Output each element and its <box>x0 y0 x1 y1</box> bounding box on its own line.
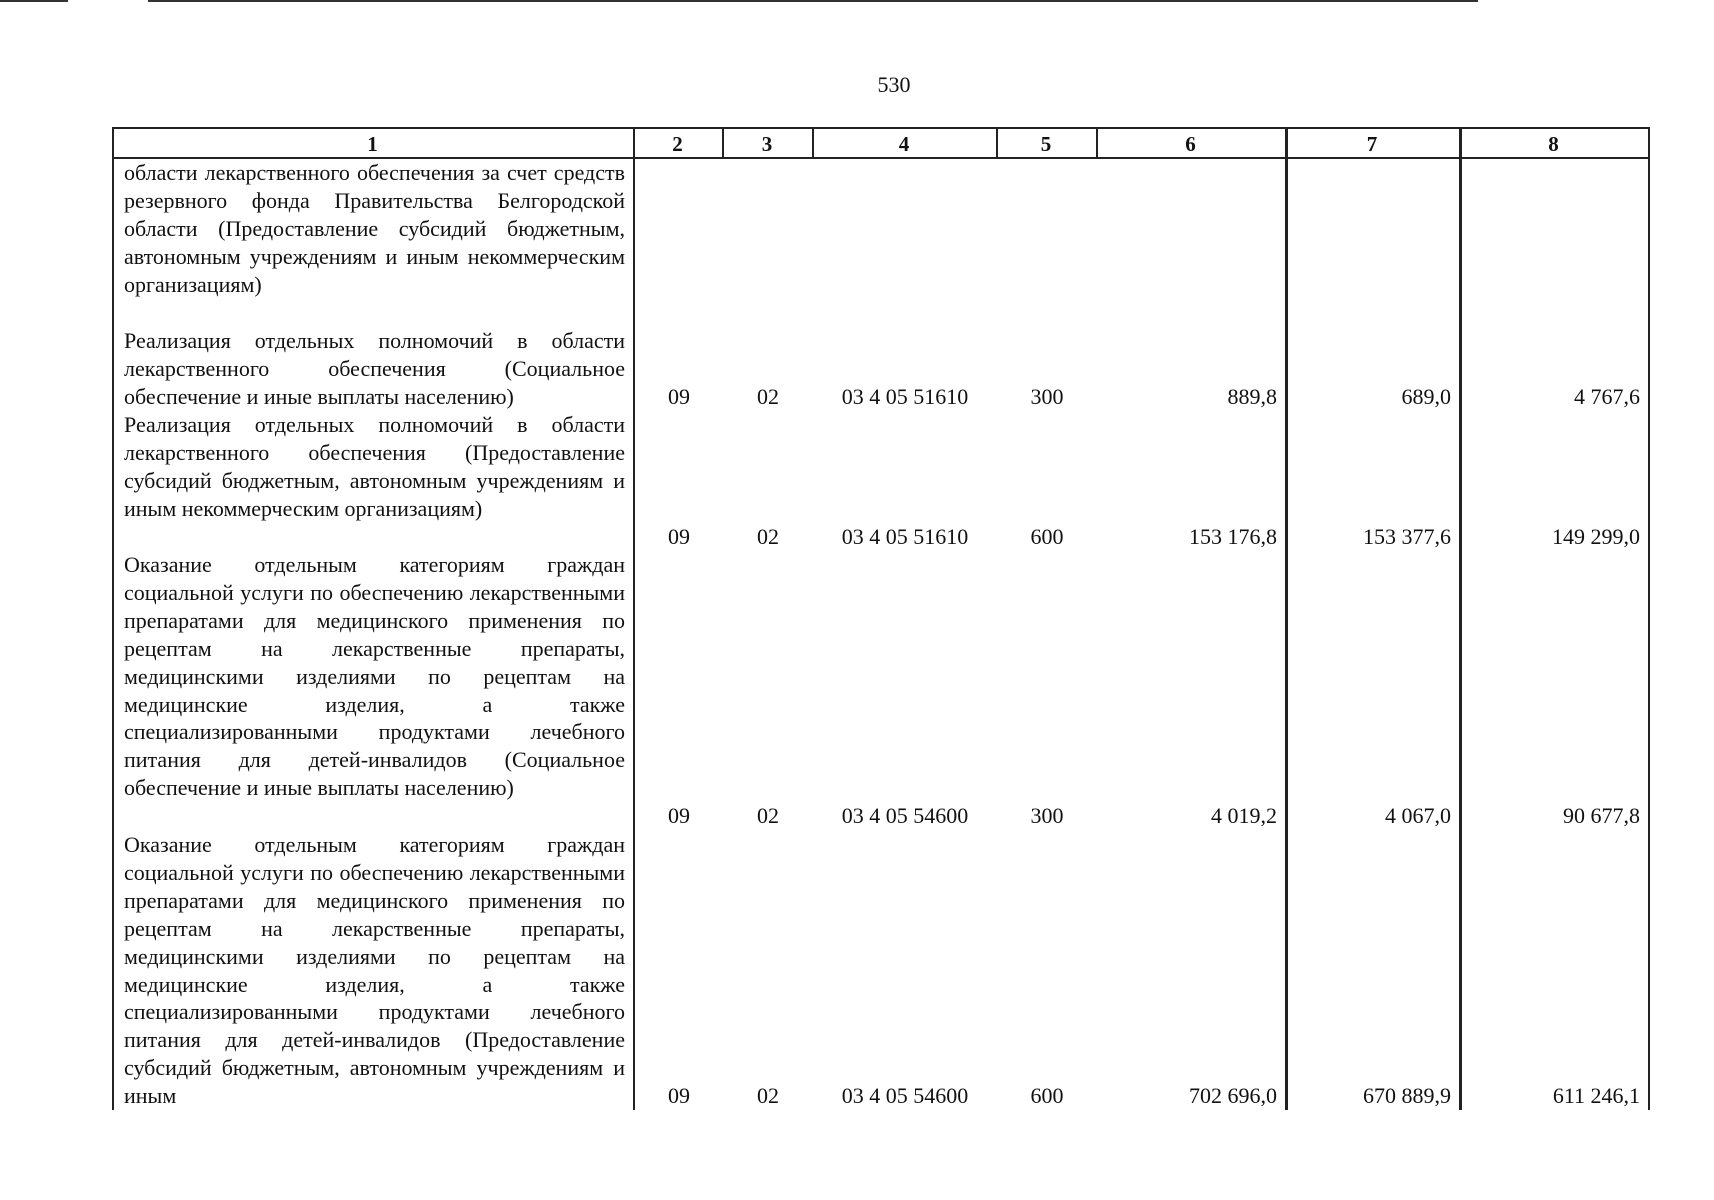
row-description: Оказание отдельным категориям граждан социальной услуги по обеспечению лекарственными препаратами для медицинского применения по рецептам на лекарственные препараты, медицинскими изделиями по рецептам на медицинские изделия, а также специализированными продуктами лечебного питания для детей-инвалидов (Социальное обеспечение и иные выплаты населению) <box>124 552 625 801</box>
column-header: 2 <box>672 132 683 156</box>
amount-col8: 149 299,0 <box>1552 523 1640 549</box>
amount-col6: 153 176,8 <box>1189 523 1277 549</box>
amount-col6: 889,8 <box>1227 383 1277 409</box>
column-header: 5 <box>1040 132 1052 156</box>
expense-type-code: 300 <box>1030 383 1064 409</box>
row-description: Реализация отдельных полномочий в области лекарственного обеспечения (Социальное обеспечение и иные выплаты населению) <box>124 328 625 409</box>
amount-col8: 90 677,8 <box>1563 803 1640 829</box>
target-article-code: 03 4 05 51610 <box>841 523 969 549</box>
row-description: Реализация отдельных полномочий в области лекарственного обеспечения (Предоставление субсидий бюджетным, автономным учреждениям и иным некоммерческим организациям) <box>124 412 625 521</box>
table-row <box>112 551 1650 831</box>
amount-col7: 153 377,6 <box>1363 523 1451 549</box>
expense-type-code: 300 <box>1030 803 1064 829</box>
section-code: 09 <box>668 1083 690 1109</box>
amount-col7: 670 889,9 <box>1363 1083 1451 1109</box>
amount-col8: 4 767,6 <box>1574 383 1640 409</box>
target-article-code: 03 4 05 54600 <box>841 803 969 829</box>
subsection-code: 02 <box>757 523 779 549</box>
column-header: 6 <box>1185 132 1196 156</box>
amount-col6: 702 696,0 <box>1189 1083 1277 1109</box>
target-article-code: 03 4 05 51610 <box>841 383 969 409</box>
amount-col6: 4 019,2 <box>1211 803 1277 829</box>
row-description: области лекарственного обеспечения за счет средств резервного фонда Правительства Белгородской области (Предоставление субсидий бюджетным, автономным учреждениям и иным некоммерческим организациям) <box>124 160 625 297</box>
target-article-code: 03 4 05 54600 <box>841 1083 969 1109</box>
subsection-code: 02 <box>757 803 779 829</box>
amount-col8: 611 246,1 <box>1552 1083 1640 1109</box>
column-header: 7 <box>1366 132 1378 156</box>
scan-edge-line <box>0 0 68 2</box>
table-row <box>112 831 1650 1110</box>
scan-edge-line <box>148 0 1478 2</box>
column-header: 8 <box>1548 132 1559 156</box>
row-description: Оказание отдельным категориям граждан социальной услуги по обеспечению лекарственными препаратами для медицинского применения по рецептам на лекарственные препараты, медицинскими изделиями по рецептам на медицинские изделия, а также специализированными продуктами лечебного питания для детей-инвалидов (Предоставление субсидий бюджетным, автономным учреждениям и иным <box>124 832 625 1109</box>
budget-table <box>112 127 1650 1110</box>
column-header: 3 <box>761 132 773 156</box>
section-code: 09 <box>668 523 690 549</box>
column-header: 4 <box>898 132 910 156</box>
amount-col7: 4 067,0 <box>1385 803 1451 829</box>
subsection-code: 02 <box>757 383 779 409</box>
amount-col7: 689,0 <box>1401 383 1451 409</box>
section-code: 09 <box>668 383 690 409</box>
table-row <box>112 411 1650 551</box>
table-row <box>112 159 1650 327</box>
expense-type-code: 600 <box>1030 523 1064 549</box>
subsection-code: 02 <box>757 1083 779 1109</box>
page-number: 530 <box>877 72 911 97</box>
section-code: 09 <box>668 803 690 829</box>
table-row <box>112 327 1650 411</box>
column-header: 1 <box>367 132 378 156</box>
expense-type-code: 600 <box>1030 1083 1064 1109</box>
